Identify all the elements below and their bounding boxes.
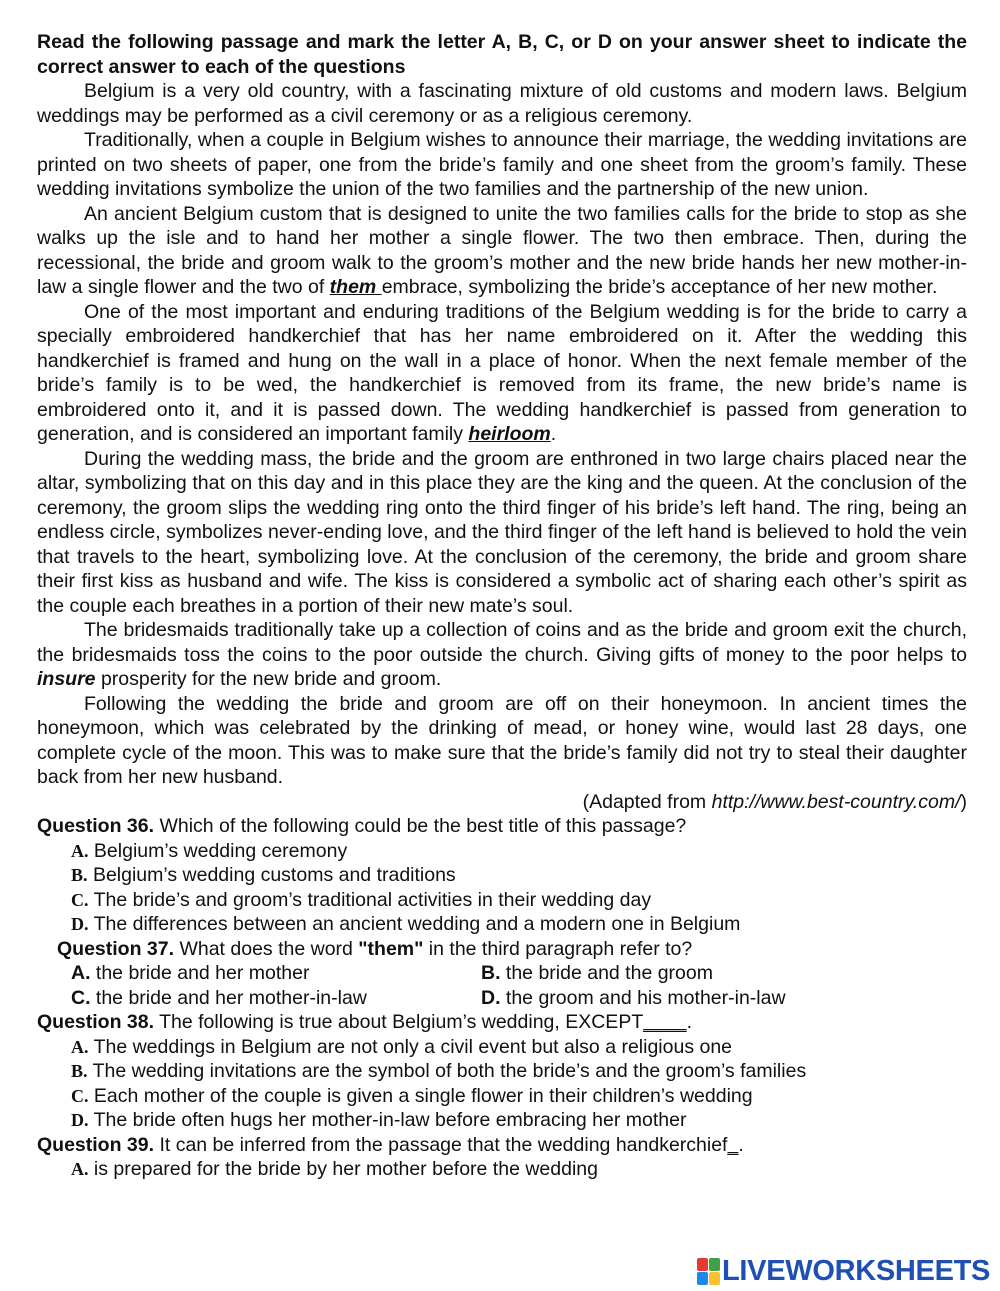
option-letter: D.	[481, 986, 501, 1009]
paragraph-3	[37, 202, 967, 300]
question-36-option-c[interactable]	[37, 888, 967, 913]
question-37-number: Question 37.	[57, 937, 175, 960]
logo-text: LIVEWORKSHEETS	[722, 1254, 991, 1287]
question-39-blank: _	[727, 1133, 739, 1156]
question-36	[37, 814, 967, 839]
paragraph-6	[37, 618, 967, 692]
question-38-option-c[interactable]	[37, 1084, 967, 1109]
question-39	[37, 1133, 967, 1158]
source-url: http://www.best-country.com/	[711, 790, 961, 813]
paragraph-3-text-a: An ancient Belgium custom that is designed to unite the two families calls for the bride to stop as she walks up the isle and to hand her mother a single flower. The two then embrace. Then, during the recessional, the bride and groom walk to the groom’s mother and the new bride hands her new mother-in- law a single flower and the two of	[37, 202, 967, 298]
question-39-end: .	[738, 1133, 744, 1156]
paragraph-6-text-a: The bridesmaids traditionally take up a collection of coins and as the bride and groom exit the church, the bridesmaids toss the coins to the poor outside the church. Giving gifts of money to the poor helps to	[37, 619, 967, 666]
question-38-option-a[interactable]	[37, 1035, 967, 1060]
source-prefix: (Adapted from	[582, 790, 712, 813]
paragraph-4-text-a: One of the most important and enduring traditions of the Belgium wedding is for the bride to carry a specially embroidered handkerchief that has her name embroidered on it. After the wedding this handkerchief is framed and hung on the wall in a place of honor. When the next female member of the bride’s family is to be wed, the handkerchief is removed from its frame, the new bride’s name is embroidered onto it, and it is passed down. The wedding handkerchief is passed from generation to generation, and is considered an important family	[37, 300, 967, 445]
option-letter: A.	[71, 1159, 89, 1179]
question-37	[37, 937, 967, 962]
paragraph-1: Belgium is a very old country, with a fascinating mixture of old customs and modern laws. Belgium weddings may be performed as a civil ceremony or as a religious ceremony.	[37, 80, 967, 127]
question-37-options	[37, 961, 967, 1010]
question-37-text-a: What does the word	[174, 937, 359, 960]
paragraph-3-text-b: embrace, symbolizing the bride’s acceptance of her new mother.	[381, 276, 938, 298]
paragraph-4	[37, 300, 967, 447]
paragraph-4-text-b: .	[550, 423, 557, 445]
question-37-text-b: in the third paragraph refer to?	[423, 937, 693, 960]
highlighted-word-them: them	[329, 276, 382, 298]
question-37-option-a[interactable]	[71, 961, 481, 986]
logo-square	[709, 1258, 720, 1271]
highlighted-word-insure: insure	[37, 668, 96, 690]
option-text: The weddings in Belgium are not only a civil event but also a religious one	[93, 1035, 733, 1058]
option-text: The differences between an ancient wedding and a modern one in Belgium	[93, 913, 741, 935]
paragraph-6-text-b: prosperity for the new bride and groom.	[95, 668, 442, 690]
question-37-option-d[interactable]	[481, 986, 967, 1011]
question-36-option-d[interactable]	[37, 912, 967, 937]
question-36-option-b[interactable]	[37, 863, 967, 888]
option-text: Each mother of the couple is given a single flower in their children’s wedding	[93, 1084, 753, 1107]
question-38-option-d[interactable]	[37, 1108, 967, 1133]
option-text: the bride and the groom	[505, 962, 713, 984]
question-39-option-a[interactable]	[37, 1157, 967, 1182]
question-36-number: Question 36.	[37, 815, 155, 837]
question-38-text: The following is true about Belgium’s wedding, EXCEPT	[154, 1011, 644, 1033]
option-letter: B.	[481, 962, 501, 984]
logo-square	[709, 1272, 720, 1285]
question-38-end: .	[686, 1011, 693, 1033]
option-letter: C.	[71, 986, 91, 1009]
source-suffix: )	[960, 790, 967, 813]
question-36-option-a[interactable]	[37, 839, 967, 864]
paragraph-7: Following the wedding the bride and groom are off on their honeymoon. In ancient times the honeymoon, which was celebrated by the drinking of mead, or honey wine, would last 28 days, one complete cycle of the moon. This was to make sure that the bride’s family did not try to steal their daughter back from her new husband.	[37, 692, 967, 788]
option-letter: C.	[71, 889, 89, 910]
paragraph-2: Traditionally, when a couple in Belgium wishes to announce their marriage, the wedding invitations are printed on two sheets of paper, one from the bride’s family and one sheet from the groom’s family. These wedding invitations symbolize the union of the two families and the partnership of the new union.	[37, 129, 967, 200]
option-letter: D.	[71, 914, 89, 934]
option-text: The bride often hugs her mother-in-law before embracing her mother	[93, 1109, 687, 1131]
option-text: the bride and her mother	[95, 962, 310, 984]
option-text: Belgium’s wedding customs and traditions	[92, 864, 456, 886]
liveworksheets-mark-icon	[697, 1258, 719, 1284]
option-letter: B.	[71, 1061, 88, 1081]
option-letter: A.	[71, 1036, 89, 1057]
option-letter: B.	[71, 865, 88, 885]
option-text: The bride’s and groom’s traditional activities in their wedding day	[93, 888, 652, 911]
question-38-blank: ____	[643, 1011, 687, 1033]
worksheet	[37, 30, 967, 1182]
logo-square	[697, 1272, 708, 1285]
source-citation	[37, 790, 967, 815]
question-38-option-b[interactable]	[37, 1059, 967, 1084]
question-38-number: Question 38.	[37, 1011, 155, 1033]
logo-square	[697, 1258, 708, 1271]
option-letter: D.	[71, 1110, 89, 1130]
option-letter: A.	[71, 840, 89, 861]
question-36-text: Which of the following could be the best title of this passage?	[154, 815, 687, 837]
paragraph-5: During the wedding mass, the bride and the groom are enthroned in two large chairs placed near the altar, symbolizing that on this day and in this place they are the king and the queen. At the conclusion of the ceremony, the groom slips the wedding ring onto the third finger of his bride’s left hand. The ring, being an endless circle, symbolizes never-ending love, and the third finger of the left hand is believed to hold the vein that travels to the heart, symbolizing love. At the conclusion of the ceremony, the bride and groom share their first kiss as husband and wife. The kiss is considered a symbolic act of sharing each other’s spirit as the couple each breathes in a portion of their new mate’s soul.	[37, 447, 967, 617]
question-37-option-b[interactable]	[481, 961, 967, 986]
option-letter: C.	[71, 1085, 89, 1106]
highlighted-word-heirloom: heirloom	[468, 423, 551, 445]
option-text: the groom and his mother-in-law	[505, 986, 786, 1009]
option-text: the bride and her mother-in-law	[95, 986, 367, 1009]
question-39-text: It can be inferred from the passage that the wedding handkerchief	[154, 1133, 728, 1156]
question-38	[37, 1010, 967, 1035]
option-letter: A.	[71, 962, 91, 984]
option-text: The wedding invitations are the symbol of both the bride’s and the groom’s families	[92, 1060, 807, 1082]
question-39-number: Question 39.	[37, 1133, 155, 1156]
option-text: Belgium’s wedding ceremony	[93, 839, 348, 862]
liveworksheets-logo	[697, 1254, 991, 1287]
question-37-option-c[interactable]	[71, 986, 481, 1011]
instructions-heading: Read the following passage and mark the letter A, B, C, or D on your answer sheet to indicate the correct answer to each of the questions	[37, 31, 967, 78]
option-text: is prepared for the bride by her mother before the wedding	[93, 1158, 598, 1180]
question-37-word: "them"	[358, 937, 424, 960]
